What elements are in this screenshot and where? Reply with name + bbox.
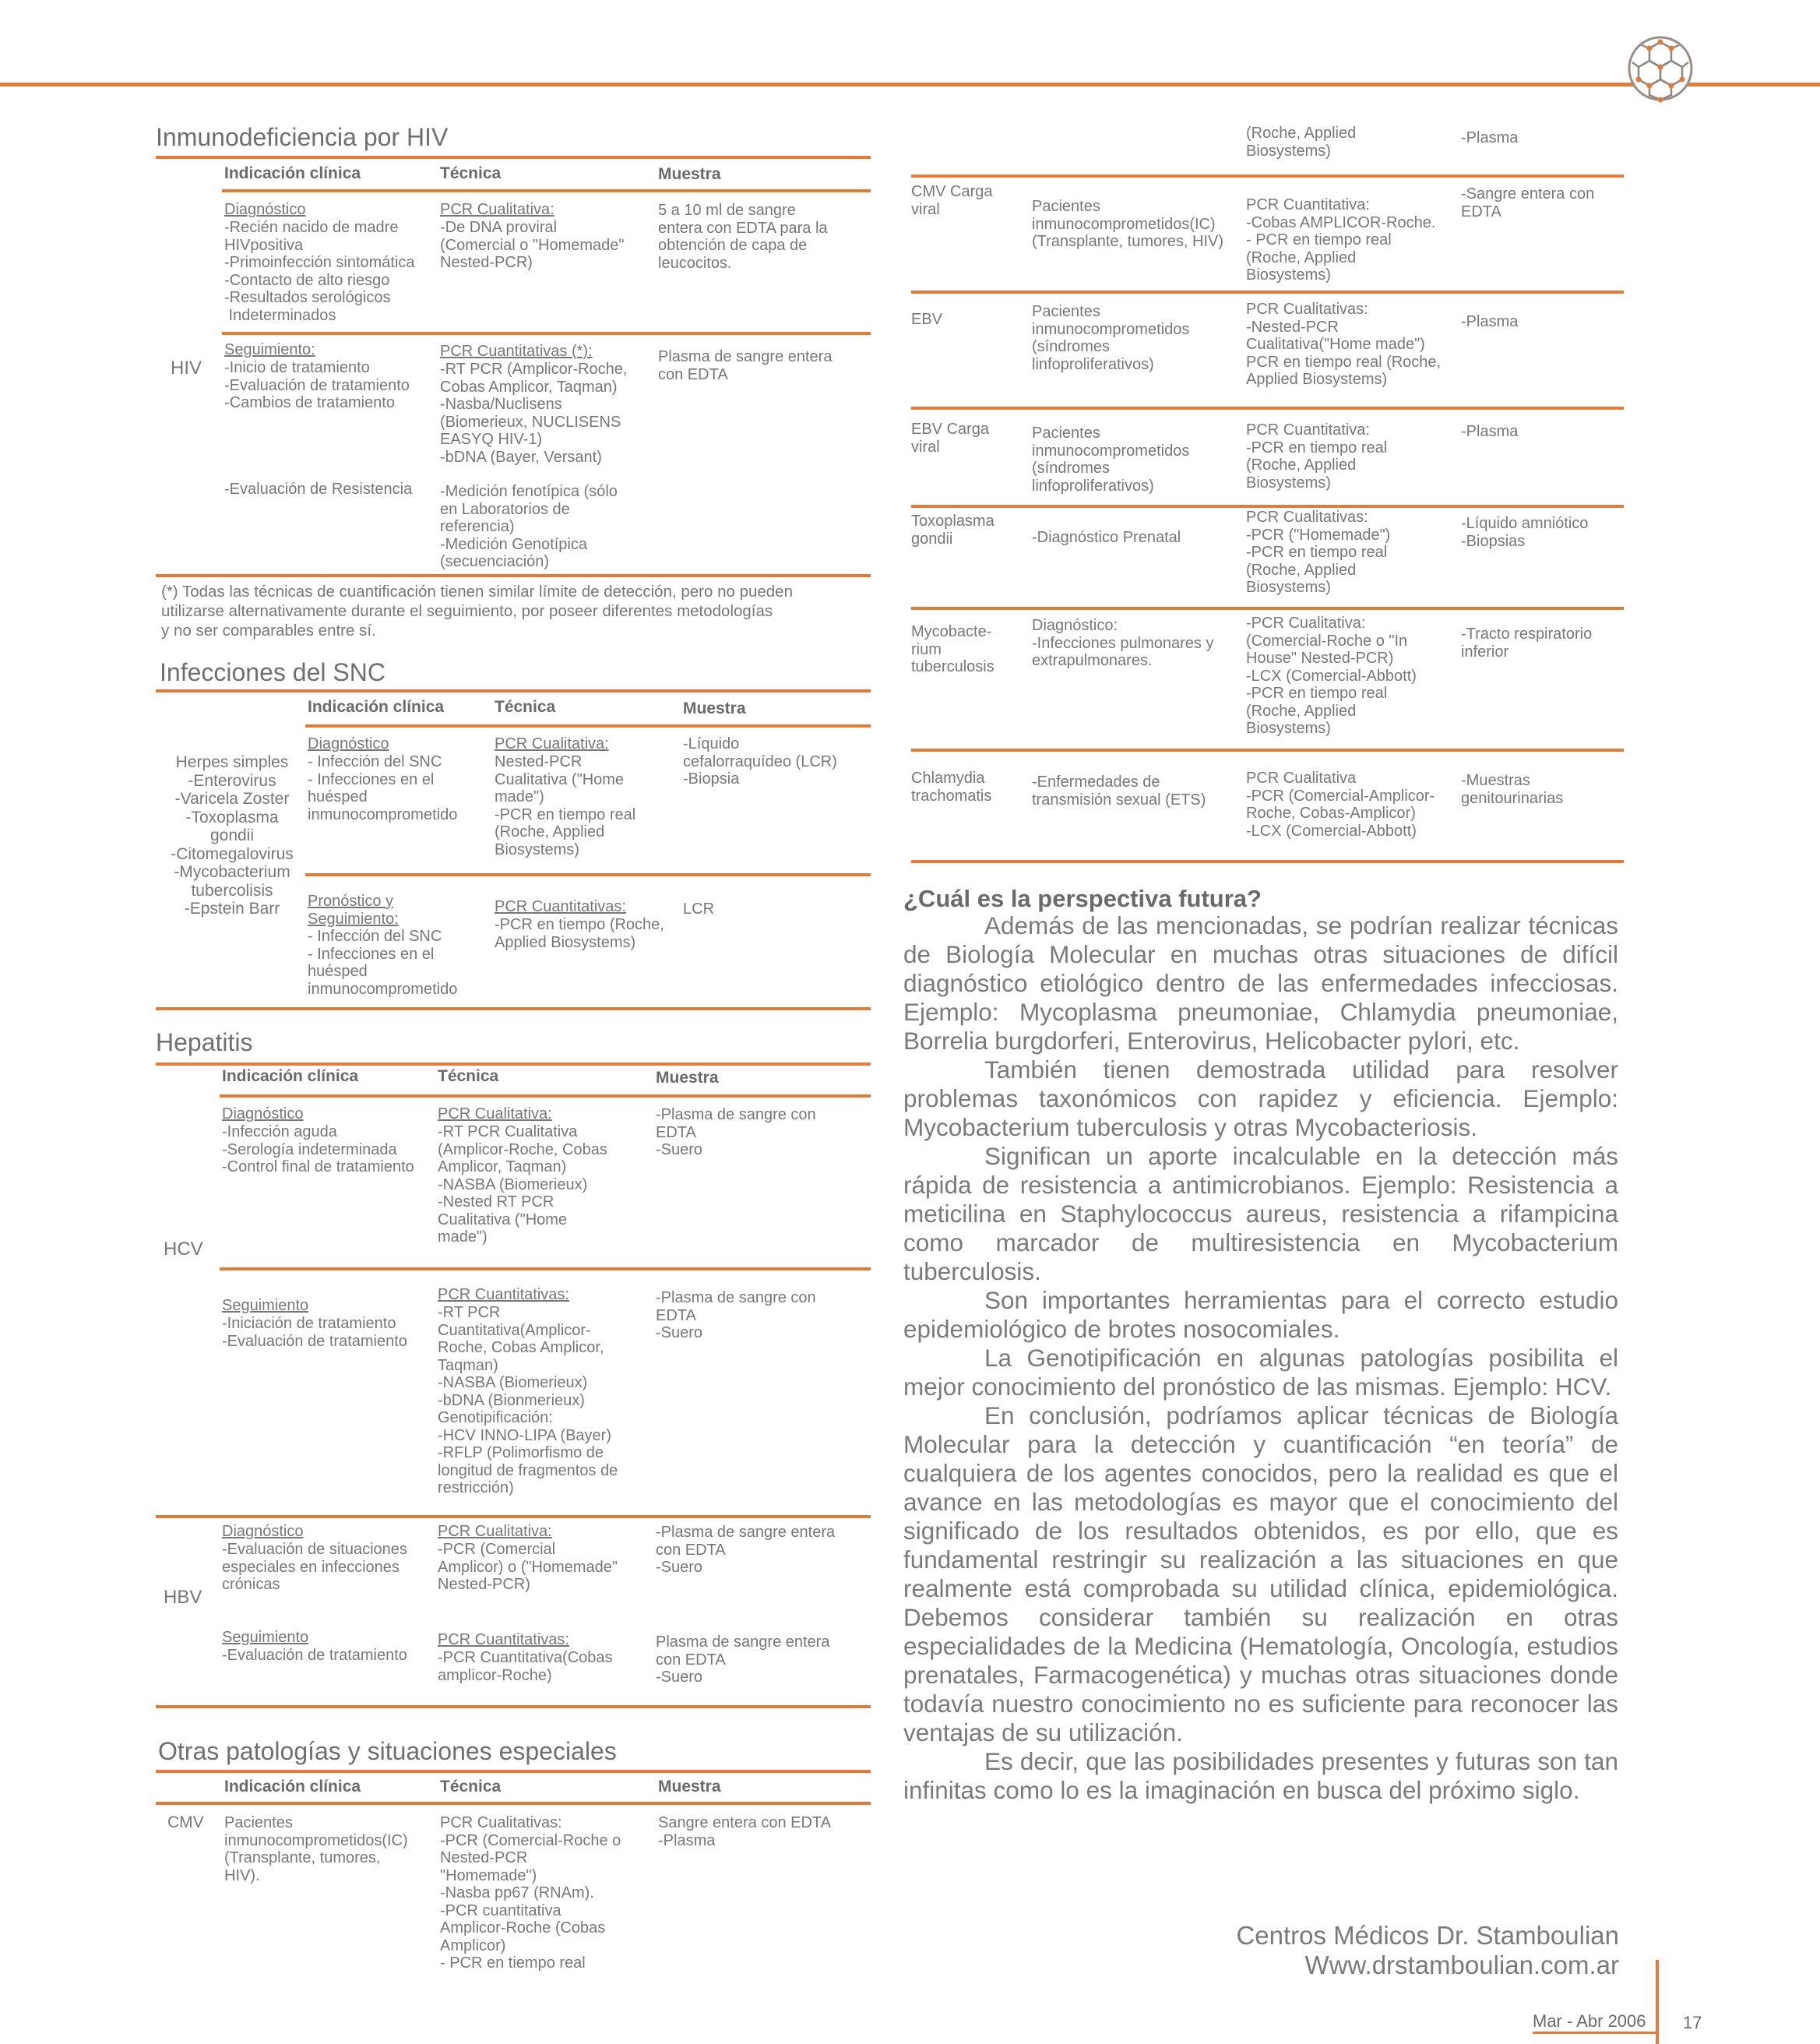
hbv-label: HBV bbox=[164, 1587, 202, 1608]
col-header-indicacion: Indicación clínica bbox=[224, 1778, 361, 1796]
cmv-ind: Pacientes inmunocomprometidos(IC) (Transplante, tumores, HIV). bbox=[224, 1814, 408, 1884]
hep-r2-mue: -Plasma de sangre con EDTA -Suero bbox=[656, 1289, 816, 1341]
r2-label: EBV bbox=[911, 311, 943, 328]
r3-mue: -Plasma bbox=[1461, 423, 1519, 440]
rule bbox=[220, 1267, 871, 1270]
rule bbox=[220, 1094, 871, 1098]
hiv-r2-tec: -RT PCR (Amplicor-Roche, Cobas Amplicor, Taqman) -Nasba/Nuclisens (Biomerieux, NUCLISENS EASYQ HIV-1) -bDNA (Bayer, Versant) bbox=[440, 361, 628, 466]
page-number: 17 bbox=[1683, 2013, 1702, 2032]
signature-url[interactable]: Www.drstamboulian.com.ar bbox=[1304, 1951, 1619, 1979]
otras-title: Otras patologías y situaciones especiales bbox=[158, 1737, 617, 1765]
r2-ind: Pacientes inmunocomprometidos (síndromes linfoproliferativos) bbox=[1032, 303, 1190, 373]
hep-r1-ind: -Infección aguda -Serología indeterminada -Control final de tratamiento bbox=[222, 1123, 414, 1175]
snc-r1-mue: -Líquido cefalorraquídeo (LCR) -Biopsia bbox=[683, 735, 837, 788]
hiv-r1-mue: 5 a 10 ml de sangre entera con EDTA para la obtención de capa de leucocitos. bbox=[658, 202, 828, 272]
r2-mue: -Plasma bbox=[1461, 313, 1519, 330]
rule bbox=[156, 1802, 871, 1805]
r5-ind: Diagnóstico: -Infecciones pulmonares y extrapulmonares. bbox=[1032, 617, 1214, 669]
hep-r3-mue: -Plasma de sangre entera con EDTA -Suero bbox=[656, 1524, 836, 1576]
signature-name: Centros Médicos Dr. Stamboulian bbox=[1236, 1921, 1619, 1950]
hep-r3-ind-title: Diagnóstico bbox=[222, 1523, 304, 1540]
rule bbox=[222, 189, 871, 192]
rule bbox=[305, 873, 871, 876]
paragraph: Son importantes herramientas para el correcto estudio epidemiológico de brotes nosocomiales. bbox=[903, 1286, 1618, 1343]
paragraph: La Genotipificación en algunas patologías posibilita el mejor conocimiento del pronóstico de las mismas. Ejemplo: HCV. bbox=[903, 1344, 1618, 1401]
rule bbox=[911, 407, 1624, 410]
snc-r2-ind-title: Pronóstico y Seguimiento: bbox=[308, 893, 399, 928]
snc-r1-ind: - Infección del SNC - Infecciones en el huésped inmunocomprometido bbox=[308, 753, 458, 823]
rule bbox=[156, 156, 871, 159]
hep-r1-tec-title: PCR Cualitativa: bbox=[438, 1105, 552, 1122]
hep-r1-ind-title: Diagnóstico bbox=[222, 1105, 304, 1122]
r1-mue: -Sangre entera con EDTA bbox=[1461, 185, 1595, 220]
r5-mue: -Tracto respiratorio inferior bbox=[1461, 626, 1593, 661]
rule bbox=[911, 860, 1624, 863]
hiv-r2-ind: -Inicio de tratamiento -Evaluación de tratamiento -Cambios de tratamiento bbox=[224, 359, 410, 411]
r5-label: Mycobacte- rium tuberculosis bbox=[911, 623, 994, 675]
hep-r4-ind: -Evaluación de tratamiento bbox=[222, 1647, 407, 1664]
hiv-r3-tec: -Medición fenotípica (sólo en Laboratorios de referencia) -Medición Genotípica (secuenciación) bbox=[440, 483, 618, 570]
rule bbox=[156, 1705, 871, 1708]
hiv-r1-tec-title: PCR Cualitativa: bbox=[440, 201, 554, 218]
rule bbox=[305, 724, 871, 728]
col-header-indicacion: Indicación clínica bbox=[308, 698, 445, 716]
r1-ind: Pacientes inmunocomprometidos(IC) (Transplante, tumores, HIV) bbox=[1032, 198, 1224, 250]
hiv-title: Inmunodeficiencia por HIV bbox=[156, 123, 449, 151]
snc-title: Infecciones del SNC bbox=[160, 658, 385, 686]
r3-tec: PCR Cuantitativa: -PCR en tiempo real (Roche, Applied Biosystems) bbox=[1246, 421, 1388, 492]
snc-r2-ind: - Infección del SNC - Infecciones en el huésped inmunocomprometido bbox=[308, 928, 458, 998]
col-header-tecnica: Técnica bbox=[440, 1778, 502, 1796]
rule bbox=[911, 291, 1624, 294]
r2-tec: PCR Cualitativas: -Nested-PCR Cualitativa("Home made") PCR en tiempo real (Roche, Applied Biosystems) bbox=[1246, 301, 1442, 388]
snc-r2-mue: LCR bbox=[683, 900, 715, 918]
hiv-r2-tec-title: PCR Cuantitativas (*): bbox=[440, 343, 593, 360]
paragraph: También tienen demostrada utilidad para resolver problemas taxonómicos con rapidez y eficiencia. Ejemplo: Mycobacterium tuberculosis y otras Mycobacteriosis. bbox=[903, 1055, 1618, 1141]
hep-r2-ind-title: Seguimiento bbox=[222, 1297, 309, 1314]
r6-label: Chlamydia trachomatis bbox=[911, 770, 992, 805]
col-header-muestra: Muestra bbox=[658, 1778, 721, 1796]
hep-r1-mue: -Plasma de sangre con EDTA -Suero bbox=[656, 1106, 816, 1158]
hep-r3-ind: -Evaluación de situaciones especiales en infecciones crónicas bbox=[222, 1541, 407, 1593]
snc-label: Herpes simples -Enterovirus -Varicela Zoster -Toxoplasma gondii -Citomegalovirus -Mycobacterium tubercolisis -Epstein Barr bbox=[171, 753, 294, 918]
rule bbox=[156, 1007, 871, 1010]
paragraph: Además de las mencionadas, se podrían realizar técnicas de Biología Molecular en muchas otras situaciones de difícil diagnóstico etiológico dentro de las enfermedades infecciosas. Ejemplo: Mycoplasma pneumoniae, Chlamydia pneumoniae, Borrelia burgdorferi, Enterovirus, Helicobacter pylori, etc. bbox=[903, 911, 1618, 1055]
hep-r4-tec: -PCR Cuantitativa(Cobas amplicor-Roche) bbox=[438, 1649, 613, 1684]
col-header-muestra: Muestra bbox=[658, 165, 721, 183]
col-header-muestra: Muestra bbox=[683, 700, 746, 717]
col-header-indicacion: Indicación clínica bbox=[224, 164, 361, 182]
hiv-r1-ind: -Recién nacido de madre HIVpositiva -Primoinfección sintomática -Contacto de alto riesgo -Resultados serológicos Indeterminados bbox=[224, 219, 415, 324]
rule bbox=[156, 1063, 871, 1066]
right-top-tec: (Roche, Applied Biosystems) bbox=[1246, 125, 1357, 160]
snc-r2-tec-title: PCR Cuantitativas: bbox=[495, 898, 626, 915]
r3-ind: Pacientes inmunocomprometidos (síndromes linfoproliferativos) bbox=[1032, 425, 1190, 495]
hep-r2-ind: -Iniciación de tratamiento -Evaluación de tratamiento bbox=[222, 1315, 407, 1350]
r4-tec: PCR Cualitativas: -PCR ("Homemade") -PCR en tiempo real (Roche, Applied Biosystems) bbox=[1246, 509, 1391, 596]
r4-mue: -Líquido amniótico -Biopsias bbox=[1461, 515, 1589, 550]
rule bbox=[156, 689, 871, 692]
top-rule bbox=[0, 83, 1820, 86]
molecule-icon bbox=[1626, 34, 1695, 103]
rule bbox=[156, 1515, 871, 1518]
cmv-tec: PCR Cualitativas: -PCR (Comercial-Roche o Nested-PCR "Homemade") -Nasba pp67 (RNAm). -PCR cuantitativa Amplicor-Roche (Cobas Amplicor) - PCR en tiempo real bbox=[440, 1814, 621, 1972]
rule bbox=[911, 607, 1624, 610]
r1-label: CMV Carga viral bbox=[911, 183, 993, 218]
hiv-r3-ind: -Evaluación de Resistencia bbox=[224, 481, 413, 498]
rule bbox=[156, 574, 871, 577]
footer-rule bbox=[1533, 2032, 1657, 2034]
footer-date: Mar - Abr 2006 bbox=[1533, 2011, 1646, 2031]
snc-r1-ind-title: Diagnóstico bbox=[308, 735, 389, 752]
col-header-muestra: Muestra bbox=[656, 1069, 719, 1087]
hiv-r1-tec: -De DNA proviral (Comercial o "Homemade" Nested-PCR) bbox=[440, 219, 625, 271]
col-header-tecnica: Técnica bbox=[495, 698, 556, 716]
hep-r2-tec: -RT PCR Cuantitativa(Amplicor- Roche, Cobas Amplicor, Taqman) -NASBA (Biomerieux) -bDNA (Bionmerieux) Genotipificación: -HCV INNO-LIPA (Bayer) -RFLP (Polimorfismo de longitud de fragmentos de restricción) bbox=[438, 1304, 618, 1496]
hiv-r1-ind-title: Diagnóstico bbox=[224, 201, 306, 218]
hep-r4-ind-title: Seguimiento bbox=[222, 1629, 309, 1646]
col-header-tecnica: Técnica bbox=[440, 164, 502, 182]
hep-r4-tec-title: PCR Cuantitativas: bbox=[438, 1631, 569, 1648]
r6-tec: PCR Cualitativa -PCR (Comercial-Amplicor- Roche, Cobas-Amplicor) -LCX (Comercial-Abbott) bbox=[1246, 770, 1435, 840]
paragraph: En conclusión, podríamos aplicar técnicas de Biología Molecular para la detección y cuantificación “en teoría” de cualquiera de los agentes conocidos, pero la realidad es que el avance en las metodologías es mayor que el conocimiento del significado de los resultados obtenidos, es por ello, que es fundamental restringir su realización a las situaciones en que realmente está comprobada su utilidad clínica, epidemiológica. Debemos considerar también su realización en otras especialidades de la Medicina (Hematología, Oncología, estudios prenatales, Farmacogenética) y muchas otras situaciones donde todavía nuestro conocimiento no es suficiente para reconocer las ventajas de su utilización. bbox=[903, 1401, 1618, 1746]
r5-tec: -PCR Cualitativa: (Comercial-Roche o "In House" Nested-PCR) -LCX (Comercial-Abbott) -PCR en tiempo real (Roche, Applied Biosystems) bbox=[1246, 615, 1417, 737]
rule bbox=[911, 174, 1624, 178]
r1-tec: PCR Cuantitativa: -Cobas AMPLICOR-Roche. - PCR en tiempo real (Roche, Applied Biosystems) bbox=[1246, 196, 1436, 284]
hiv-r2-ind-title: Seguimiento: bbox=[224, 341, 315, 358]
hiv-note: (*) Todas las técnicas de cuantificación tienen similar límite de detección, pero no pueden utilizarse alternativamente durante el seguimiento, por poseer diferentes metodologías y no ser comparables entre sí. bbox=[161, 583, 793, 640]
r4-ind: -Diagnóstico Prenatal bbox=[1032, 529, 1181, 546]
paragraph: Significan un aporte incalculable en la detección más rápida de resistencia a antimicrobianos. Ejemplo: Resistencia a meticilina en Staphylococcus aureus, resistencia a rifampicina como marcador de multiresistencia en Mycobacterium tuberculosis. bbox=[903, 1142, 1618, 1285]
hep-r2-tec-title: PCR Cuantitativas: bbox=[438, 1286, 569, 1303]
snc-r1-tec-title: PCR Cualitativa: bbox=[495, 735, 609, 752]
rule bbox=[156, 1770, 871, 1773]
cmv-label: CMV bbox=[167, 1813, 204, 1831]
hep-r3-tec: -PCR (Comercial Amplicor) o ("Homemade" Nested-PCR) bbox=[438, 1541, 618, 1593]
signature bbox=[1236, 1921, 1619, 1980]
snc-r1-tec: Nested-PCR Cualitativa ("Home made") -PCR en tiempo real (Roche, Applied Biosystems) bbox=[495, 753, 636, 858]
rule bbox=[222, 332, 871, 335]
snc-r2-tec: -PCR en tiempo (Roche, Applied Biosystems) bbox=[495, 916, 664, 951]
paragraph: Es decir, que las posibilidades presentes y futuras son tan infinitas como lo es la imaginación en busca del próximo siglo. bbox=[903, 1747, 1618, 1804]
r3-label: EBV Carga viral bbox=[911, 421, 990, 456]
right-top-mue: -Plasma bbox=[1461, 129, 1519, 146]
perspectiva-body bbox=[903, 911, 1618, 1805]
rule bbox=[911, 749, 1624, 752]
r6-mue: -Muestras genitourinarias bbox=[1461, 772, 1564, 807]
hiv-r2-mue: Plasma de sangre entera con EDTA bbox=[658, 348, 833, 383]
cmv-mue: Sangre entera con EDTA -Plasma bbox=[658, 1814, 831, 1849]
hiv-label: HIV bbox=[171, 358, 202, 379]
hep-r3-tec-title: PCR Cualitativa: bbox=[438, 1523, 552, 1540]
hep-r4-mue: Plasma de sangre entera con EDTA -Suero bbox=[656, 1633, 830, 1686]
r6-ind: -Enfermedades de transmisión sexual (ETS) bbox=[1032, 774, 1206, 809]
col-header-tecnica: Técnica bbox=[438, 1067, 499, 1085]
perspectiva-title: ¿Cuál es la perspectiva futura? bbox=[903, 885, 1262, 912]
hcv-label: HCV bbox=[164, 1239, 203, 1260]
r4-label: Toxoplasma gondii bbox=[911, 513, 994, 548]
hep-r1-tec: -RT PCR Cualitativa (Amplicor-Roche, Cobas Amplicor, Taqman) -NASBA (Biomerieux) -Nested RT PCR Cualitativa ("Home made") bbox=[438, 1123, 607, 1246]
col-header-indicacion: Indicación clínica bbox=[222, 1067, 359, 1085]
rule bbox=[911, 505, 1624, 508]
hep-title: Hepatitis bbox=[156, 1028, 253, 1056]
